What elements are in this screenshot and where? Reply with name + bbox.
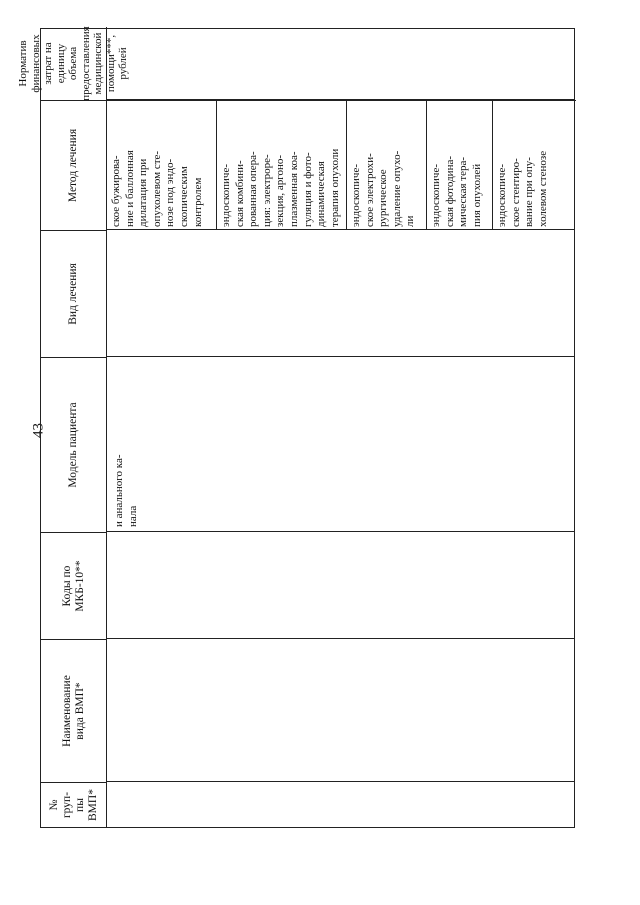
method-item-stenting: эндоскопиче- ское стентиро- вание при опу- холевом стенозе: [493, 100, 576, 230]
column-divider: [107, 356, 574, 357]
page-number: 43: [30, 423, 47, 438]
patient-model-cell: и анального ка- нала: [113, 454, 139, 527]
method-list: [107, 100, 576, 230]
column-divider: [107, 531, 574, 532]
header-vmp-type: Наименование вида ВМП*: [41, 639, 107, 782]
header-cost-standard: Норматив финансовых затрат на единицу объема предоставления медицинской помощи***, рублей: [17, 26, 130, 101]
method-item-combined-operation: эндоскопиче- ская комбини- рованная опера- ция: электроре- зекция, аргоно- плазменная коа- гуляция и фото- динамическая терапия опухоли: [217, 100, 347, 230]
method-item-electrosurgical-removal: эндоскопиче- ское электрохи- рургическое удаление опухо- ли: [347, 100, 427, 230]
method-item-bougienage: ское бужирова- ние и баллонная дилатация при опухолевом сте- нозе под эндо- скопическим контролем: [107, 100, 217, 230]
method-item-photodynamic-therapy: эндоскопиче- ская фотодина- мическая тера- пия опухолей: [427, 100, 493, 230]
header-group-number: № груп- пы ВМП*: [41, 782, 107, 827]
header-treatment-type: Вид лечения: [41, 230, 107, 357]
header-treatment-method: Метод лечения: [41, 100, 107, 230]
header-patient-model: Модель пациента: [41, 357, 107, 532]
column-divider: [107, 781, 574, 782]
column-divider: [107, 638, 574, 639]
header-mkb-codes: Коды по МКБ-10**: [41, 532, 107, 639]
